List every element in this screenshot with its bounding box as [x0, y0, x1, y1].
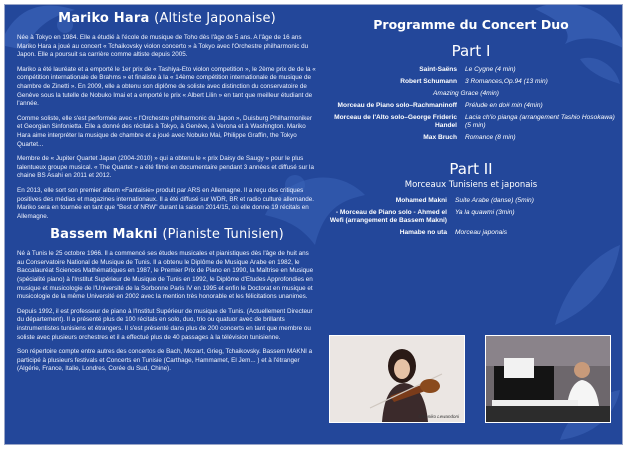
program-row — [323, 229, 619, 237]
program-row — [323, 90, 619, 98]
program-work: Morceau japonais — [455, 229, 508, 236]
program-composer: Mohamed Makni — [395, 197, 447, 204]
hara-paragraph-5: En 2013, elle sort son premier album «Fantaisie» produit par ARS en Allemagne. Il a reçu des critiques positives des médias et magazines internationaux. Il a été diffusé sur WDR, BR et radio culture allemande. Mariko sera en tournée en tant que "Best of NRW" durant la saison 2014/15, où elle donne 19 récitals en Allemagne. — [17, 186, 315, 220]
makni-paragraph-3: Son répertoire compte entre autres des concertos de Bach, Mozart, Grieg, Tchaikovsky. Bassem MAKNI a participé à plusieurs festivals et Concerts en Tunisie (Carthage, Hammamet, El Jem... ) et à l'étranger (Algérie, France, Italie, Londres, Corée du Sud, Chine). — [17, 348, 313, 373]
program-work: Suite Arabe (danse) (5min) — [455, 197, 534, 204]
floral-ornament-right-middle — [545, 235, 623, 335]
program-row — [323, 209, 619, 225]
part2-subtitle: Morceaux Tunisiens et japonais — [404, 180, 538, 190]
part1-list — [323, 66, 619, 142]
makni-role: (Pianiste Tunisien) — [162, 227, 284, 243]
program-column — [323, 11, 619, 241]
violinist-figure — [330, 336, 464, 422]
part2-title: Part II — [449, 160, 493, 178]
program-work: Le Cygne (4 min) — [465, 66, 516, 73]
hara-role: (Altiste Japonaise) — [154, 11, 276, 26]
violinist-photo-caption: ©Moniko Lewandoni — [418, 414, 459, 419]
biographies-column — [17, 11, 317, 380]
program-work: Ya la quawmi (3min) — [455, 209, 515, 216]
program-row — [323, 114, 619, 130]
hara-paragraph-4: Membre de « Jupiter Quartet Japan (2004-2010) » qui a obtenu le « prix Daisy de Saugy » pour le plus talentueux groupe musical. « The Quartet » a été filmé en documentaire pendant 3 années et diffusé sur la chaine BS Asahi en 2011 et 2012. — [17, 155, 314, 180]
program-row — [323, 102, 619, 110]
program-work: Amazing Grace (4min) — [433, 90, 499, 97]
program-work: Romance (8 min) — [465, 134, 516, 141]
makni-paragraph-1: Né à Tunis le 25 octobre 1966. Il a commencé ses études musicales et pianistiques dès l'âge de huit ans au Conservatoire National de Musique de Tunis. Il a obtenu le Diplôme de Musique Arabe en 1982, le Baccalauréat Sciences Mathématiques en 1987, le Premier Prix de Piano en 1990, la Maîtrise en Musique (spécialité piano) à l'Institut Supérieur de Musique de Tunis en 1992, le Diplôme d'Etudes Approfondies en musique et musicologie de l'Université de la Sorbonne Paris IV en 1995 et enfin le Doctorat en musique et musicologie de la même Université en 2002 avec la mention très honorable et les félicitations unanimes. — [17, 250, 314, 301]
program-composer: Max Bruch — [423, 134, 457, 141]
hara-name: Mariko Hara — [58, 11, 150, 26]
hara-paragraph-1: Née à Tokyo en 1984. Elle a étudié à l'école de musique de Toho dès l'âge de 5 ans. A l'âge de 16 ans Mariko Hara a joué au concert « Tchaikovsky violon concerto » à Tokyo avec l'Orchestre philharmonic du Japon. Elle a poursuit sa carrière comme altiste depuis 2005. — [17, 34, 309, 59]
violinist-photo — [329, 335, 465, 423]
pianist-figure — [486, 336, 610, 422]
program-composer: Hamabe no uta — [399, 229, 447, 236]
program-composer: Morceau de l'Alto solo–George Frideric Handel — [334, 114, 457, 129]
part2-list — [323, 197, 619, 237]
pianist-photo — [485, 335, 611, 423]
hara-paragraph-2: Mariko a été lauréate et a emporté le 1er prix de « Tashiya-Eto violon competition », le 2ème prix de de la « compétition internationale de Brahms » et finaliste à la « 14ème compétition internationale de musique de chambre de Zinetti ». En 2009, elle a obtenu son diplôme de soliste avec distinction du conservatoire de Genève sous la tutelle de Nobuko Imai et a emporté le prix « Albert Lilin » en tant que meilleur étudiant de l'année. — [17, 65, 316, 108]
program-row — [323, 197, 619, 205]
program-composer: Robert Schumann — [400, 78, 457, 85]
program-composer: - Morceau de Piano solo - Ahmed el Wefi (arrangement de Bassem Makni) — [329, 209, 447, 224]
program-title: Programme du Concert Duo — [373, 17, 569, 32]
concert-program-page — [4, 4, 623, 445]
program-work: Lacia ch'io pianga (arrangement Tashio Hosokawa)(5 min) — [465, 114, 615, 129]
part1-title: Part I — [451, 42, 491, 60]
makni-heading — [17, 227, 317, 242]
makni-name: Bassem Makni — [50, 227, 158, 243]
program-composer: Morceau de Piano solo–Rachmaninoff — [337, 102, 457, 109]
hara-paragraph-3: Comme soliste, elle s'est performée avec « l'Orchestre philharmonic du Japon », Duisburg Philharmoniker et Georgian Sinfonietta. Elle a donné des récitals à Tokyo, à Genève, à Verona et à Washington. Mariko Hara aime interpréter la musique de chambre et a joué avec Nobuko Mai, Philippe Graffin, the Tokyo Quartet... — [17, 114, 312, 148]
program-work: 3 Romances,Op.94 (13 min) — [465, 78, 548, 85]
hara-heading — [17, 11, 317, 26]
program-row — [323, 66, 619, 74]
program-work: Prélude en do# min (4min) — [465, 102, 543, 109]
program-row — [323, 78, 619, 86]
program-composer: Saint-Saëns — [419, 66, 457, 73]
makni-paragraph-2: Depuis 1992, il est professeur de piano à l'Institut Supérieur de musique de Tunis. (Actuellement Directeur du département). Il a présenté plus de 100 récitals en solo, duo, trio ou quatuor avec de brillants instrumentistes tunisiens et étrangers. Il s'est présenté dans plus de 200 concerts en tant que membre ou soliste avec plusieurs orchestres et il a effectué plus de 40 passages à la télévision tunisienne. — [17, 307, 313, 341]
program-row — [323, 134, 619, 142]
